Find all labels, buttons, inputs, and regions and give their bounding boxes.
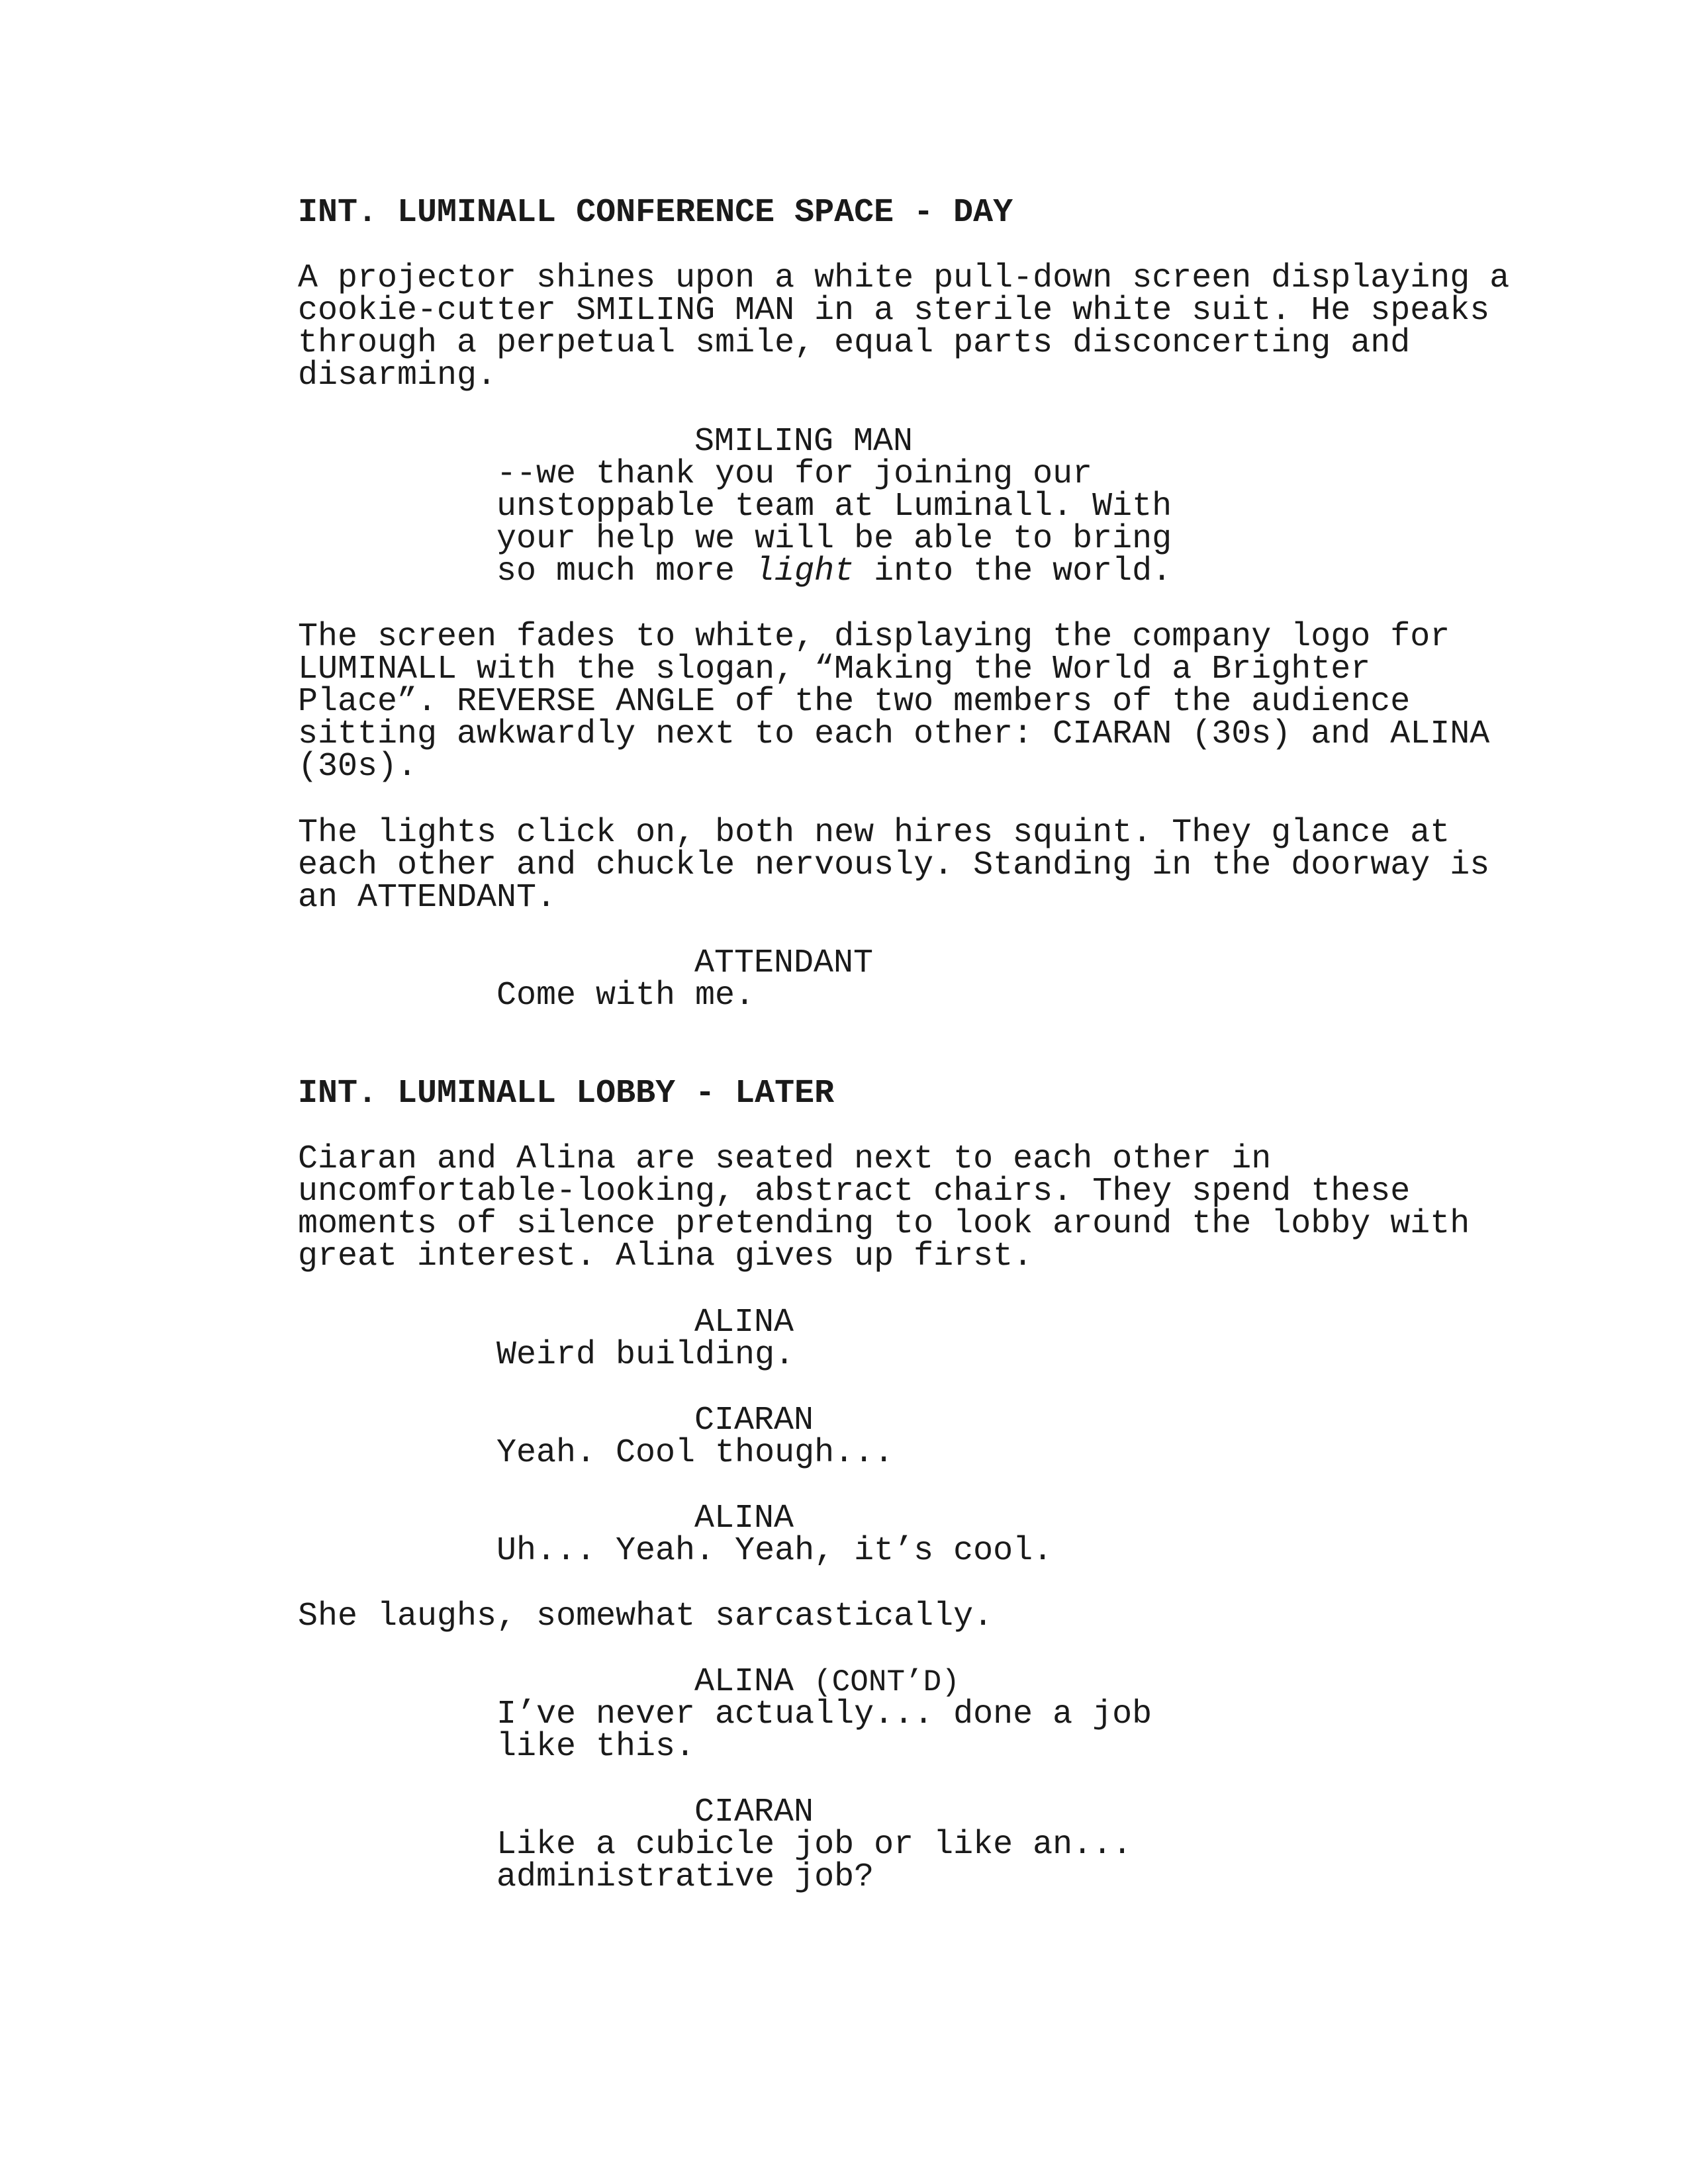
- dialogue-line: your help we will be able to bring: [496, 520, 1172, 558]
- action-line: cookie-cutter SMILING MAN in a sterile white suit. He speaks: [298, 292, 1490, 330]
- character-name: ALINA: [694, 1500, 794, 1537]
- action-line: The lights click on, both new hires squint. They glance at: [298, 814, 1450, 852]
- action-line: The screen fades to white, displaying the company logo for: [298, 618, 1450, 656]
- dialogue-italic-word: light: [755, 553, 855, 590]
- scene-heading: INT. LUMINALL LOBBY - LATER: [298, 1075, 835, 1113]
- dialogue-line: Yeah. Cool though...: [496, 1434, 894, 1472]
- action-line: Place”. REVERSE ANGLE of the two members of the audience: [298, 683, 1411, 721]
- action-line: disarming.: [298, 357, 497, 394]
- character-name: SMILING MAN: [694, 423, 914, 461]
- dialogue-line: unstoppable team at Luminall. With: [496, 488, 1172, 525]
- dialogue-line: Weird building.: [496, 1336, 795, 1374]
- action-line: LUMINALL with the slogan, “Making the World a Brighter: [298, 651, 1371, 688]
- dialogue-line: Like a cubicle job or like an...: [496, 1826, 1133, 1864]
- action-line: (30s).: [298, 748, 418, 786]
- dialogue-line: administrative job?: [496, 1858, 874, 1896]
- dialogue-line: I’ve never actually... done a job: [496, 1696, 1152, 1733]
- dialogue-line: Uh... Yeah. Yeah, it’s cool.: [496, 1532, 1053, 1570]
- action-line: A projector shines upon a white pull-down screen displaying a: [298, 259, 1510, 297]
- character-name: [694, 1663, 960, 1701]
- action-line: each other and chuckle nervously. Standing in the doorway is: [298, 846, 1490, 884]
- dialogue-line: Come with me.: [496, 977, 755, 1015]
- dialogue-line: like this.: [496, 1728, 696, 1766]
- character-name: ATTENDANT: [694, 944, 874, 982]
- action-line: She laughs, somewhat sarcastically.: [298, 1598, 994, 1635]
- character-name: ALINA: [694, 1304, 794, 1342]
- dialogue-fragment: so much more: [496, 553, 755, 590]
- character-name: CIARAN: [694, 1794, 814, 1831]
- character-name: CIARAN: [694, 1402, 814, 1439]
- dialogue-line: [496, 555, 1172, 588]
- character-extension: (CONT’D): [814, 1665, 960, 1700]
- dialogue-fragment: into the world.: [854, 553, 1172, 590]
- action-line: great interest. Alina gives up first.: [298, 1238, 1033, 1275]
- scene-heading: INT. LUMINALL CONFERENCE SPACE - DAY: [298, 194, 1013, 232]
- action-line: through a perpetual smile, equal parts disconcerting and: [298, 324, 1411, 362]
- action-line: uncomfortable-looking, abstract chairs. They spend these: [298, 1173, 1411, 1210]
- action-line: an ATTENDANT.: [298, 879, 557, 917]
- action-line: Ciaran and Alina are seated next to each other in: [298, 1140, 1272, 1178]
- action-line: moments of silence pretending to look around the lobby with: [298, 1205, 1470, 1243]
- dialogue-line: --we thank you for joining our: [496, 455, 1093, 493]
- character-name-text: ALINA: [694, 1663, 794, 1701]
- action-line: sitting awkwardly next to each other: CIARAN (30s) and ALINA: [298, 715, 1490, 753]
